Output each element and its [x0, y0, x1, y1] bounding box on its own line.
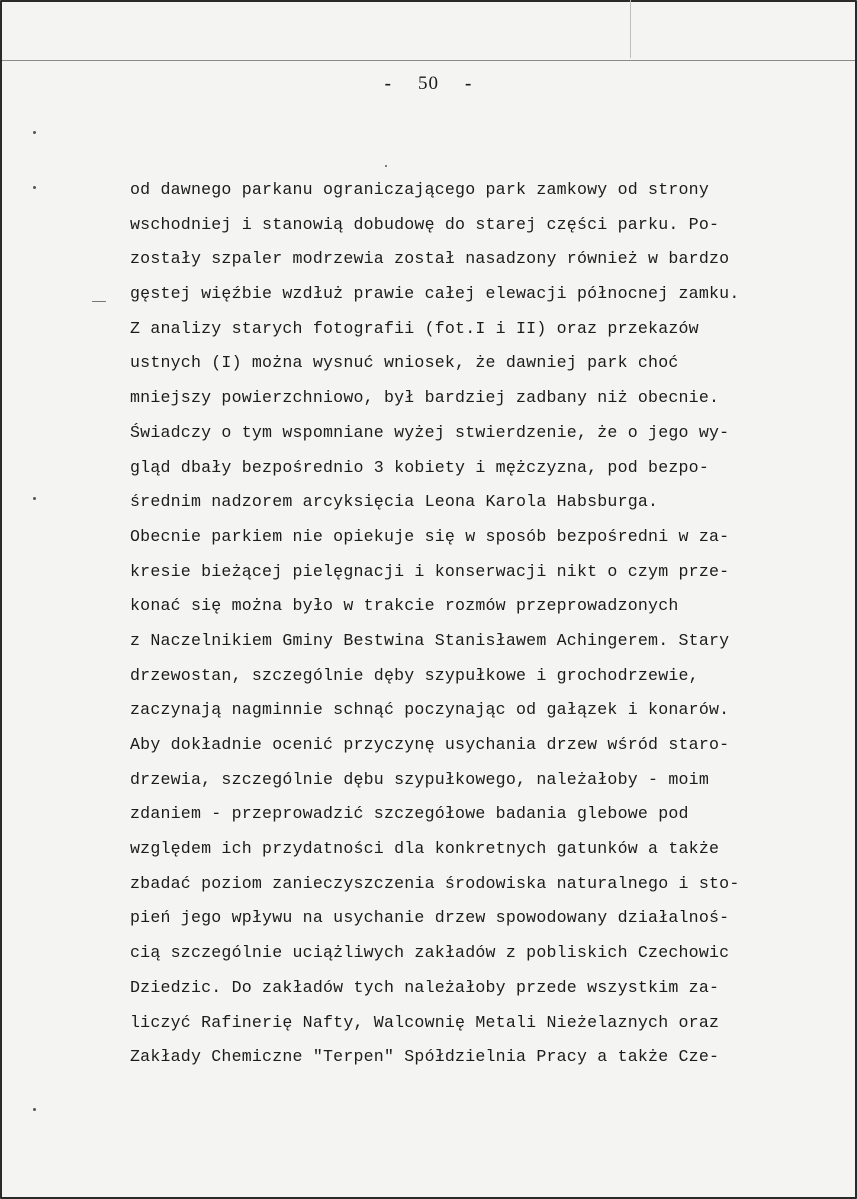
page-number-dash-left: -	[384, 73, 392, 94]
text-line: cią szczególnie uciążliwych zakładów z pobliskich Czechowic	[130, 943, 730, 963]
text-line: mniejszy powierzchniowo, był bardziej zadbany niż obecnie.	[130, 388, 720, 408]
text-line: Zakłady Chemiczne "Terpen" Spółdzielnia Pracy a także Cze-	[130, 1047, 720, 1067]
page-number	[0, 73, 857, 95]
page-number-dash-right: -	[465, 73, 473, 94]
text-line: zdaniem - przeprowadzić szczegółowe badania glebowe pod	[130, 804, 689, 824]
text-line: ustnych (I) można wysnuć wniosek, że dawniej park choć	[130, 353, 679, 373]
text-line: zbadać poziom zanieczyszczenia środowiska naturalnego i sto-	[130, 873, 740, 893]
scan-speck	[33, 497, 36, 500]
text-line: drzewia, szczególnie dębu szypułkowego, należałoby - moim	[130, 769, 709, 789]
text-line: od dawnego parkanu ograniczającego park zamkowy od strony	[130, 180, 709, 199]
text-line: Dziedzic. Do zakładów tych należałoby przede wszystkim za-	[130, 977, 720, 997]
scan-speck	[385, 165, 387, 167]
text-line: z Naczelnikiem Gminy Bestwina Stanisławem Achingerem. Stary	[130, 630, 730, 650]
text-line: Aby dokładnie ocenić przyczynę usychania drzew wśród staro-	[130, 735, 730, 754]
text-line: zostały szpaler modrzewia został nasadzony również w bardzo	[130, 249, 730, 269]
document-body	[130, 176, 770, 1078]
text-line: Obecnie parkiem nie opiekuje się w sposób bezpośredni w za-	[130, 526, 730, 546]
text-line: gląd dbały bezpośrednio 3 kobiety i mężczyzna, pod bezpo-	[130, 457, 709, 477]
text-line: względem ich przydatności dla konkretnych gatunków a także	[130, 839, 720, 859]
text-line: drzewostan, szczególnie dęby szypułkowe i grochodrzewie,	[130, 665, 699, 685]
text-line: Z analizy starych fotografii (fot.I i II) oraz przekazów	[130, 318, 699, 338]
text-line: zaczynają nagminnie schnąć poczynając od gałązek i konarów.	[130, 700, 730, 720]
text-line: średnim nadzorem arcyksięcia Leona Karola Habsburga.	[130, 492, 659, 512]
text-line: wschodniej i stanowią dobudowę do starej części parku. Po-	[130, 214, 720, 234]
page-number-value: 50	[418, 73, 439, 94]
scan-speck	[33, 1108, 36, 1111]
text-line: Świadczy o tym wspomniane wyżej stwierdzenie, że o jego wy-	[130, 422, 730, 442]
text-line: konać się można było w trakcie rozmów przeprowadzonych	[130, 596, 679, 616]
text-line: kresie bieżącej pielęgnacji i konserwacji nikt o czym prze-	[130, 561, 730, 581]
scan-speck	[33, 186, 36, 189]
text-line: pień jego wpływu na usychanie drzew spowodowany działalnoś-	[130, 908, 730, 928]
top-rule	[2, 60, 855, 61]
scan-speck	[33, 131, 36, 134]
edge-mark	[630, 0, 631, 58]
margin-tick	[92, 301, 106, 302]
text-line: gęstej więźbie wzdłuż prawie całej elewacji północnej zamku.	[130, 284, 740, 304]
text-line: liczyć Rafinerię Nafty, Walcownię Metali Nieżelaznych oraz	[130, 1012, 720, 1032]
